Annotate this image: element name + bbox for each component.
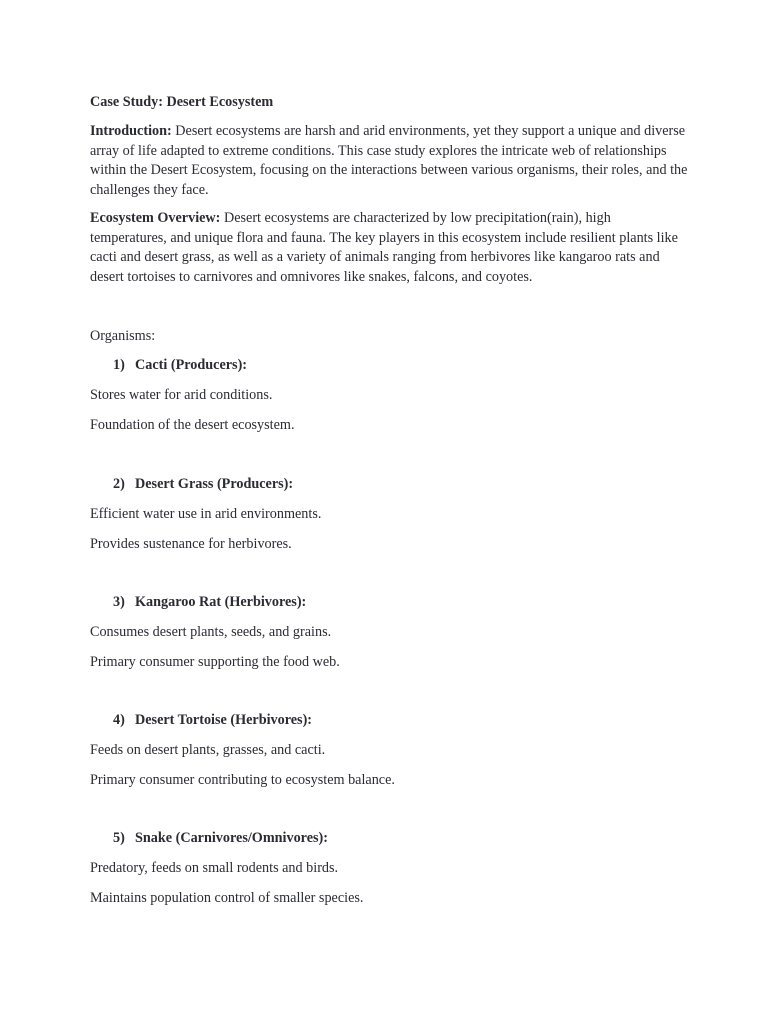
- organism-number: 5): [113, 830, 125, 846]
- organism-line: Predatory, feeds on small rodents and birds.: [90, 860, 339, 876]
- organism-heading: [113, 475, 293, 495]
- organism-heading: [113, 711, 312, 731]
- introduction-paragraph: [90, 122, 690, 200]
- organism-line: Consumes desert plants, seeds, and grains.: [90, 624, 332, 640]
- organism-line: Maintains population control of smaller species.: [90, 890, 364, 906]
- organism-heading: [113, 829, 328, 849]
- organism-number: 1): [113, 357, 125, 373]
- organism-heading: [113, 593, 306, 613]
- organism-line: Feeds on desert plants, grasses, and cacti.: [90, 742, 326, 758]
- organism-line: Primary consumer contributing to ecosystem balance.: [90, 772, 395, 788]
- overview-paragraph: [90, 209, 690, 287]
- organism-number: 2): [113, 476, 125, 492]
- organism-line: Primary consumer supporting the food web.: [90, 654, 340, 670]
- overview-text: Desert ecosystems are characterized by low precipitation(rain), high temperatures, and unique flora and fauna. The key players in this ecosystem include resilient plants like cacti and desert grass, as well as a variety of animals ranging from herbivores like kangaroo rats and desert tortoises to carnivores and omnivores like snakes, falcons, and coyotes.: [90, 210, 678, 285]
- organism-heading-text: Desert Grass (Producers):: [135, 476, 294, 492]
- organism-line: Efficient water use in arid environments.: [90, 506, 322, 522]
- overview-lead: Ecosystem Overview:: [90, 210, 221, 226]
- organism-line: Stores water for arid conditions.: [90, 387, 273, 403]
- organism-heading-text: Snake (Carnivores/Omnivores):: [135, 830, 328, 846]
- organism-line: Foundation of the desert ecosystem.: [90, 417, 295, 433]
- organism-heading-text: Cacti (Producers):: [135, 357, 248, 373]
- organism-heading-text: Desert Tortoise (Herbivores):: [135, 712, 313, 728]
- organisms-label: Organisms:: [90, 328, 156, 344]
- introduction-lead: Introduction:: [90, 123, 172, 139]
- organism-heading: [113, 356, 247, 376]
- organism-heading-text: Kangaroo Rat (Herbivores):: [135, 594, 307, 610]
- organism-line: Provides sustenance for herbivores.: [90, 536, 292, 552]
- introduction-text: Desert ecosystems are harsh and arid environments, yet they support a unique and diverse array of life adapted to extreme conditions. This case study explores the intricate web of relationships within the Desert Ecosystem, focusing on the interactions between various organisms, their roles, and the challenges they face.: [90, 123, 688, 198]
- organism-number: 4): [113, 712, 125, 728]
- organism-number: 3): [113, 594, 125, 610]
- document-title: Case Study: Desert Ecosystem: [90, 94, 274, 110]
